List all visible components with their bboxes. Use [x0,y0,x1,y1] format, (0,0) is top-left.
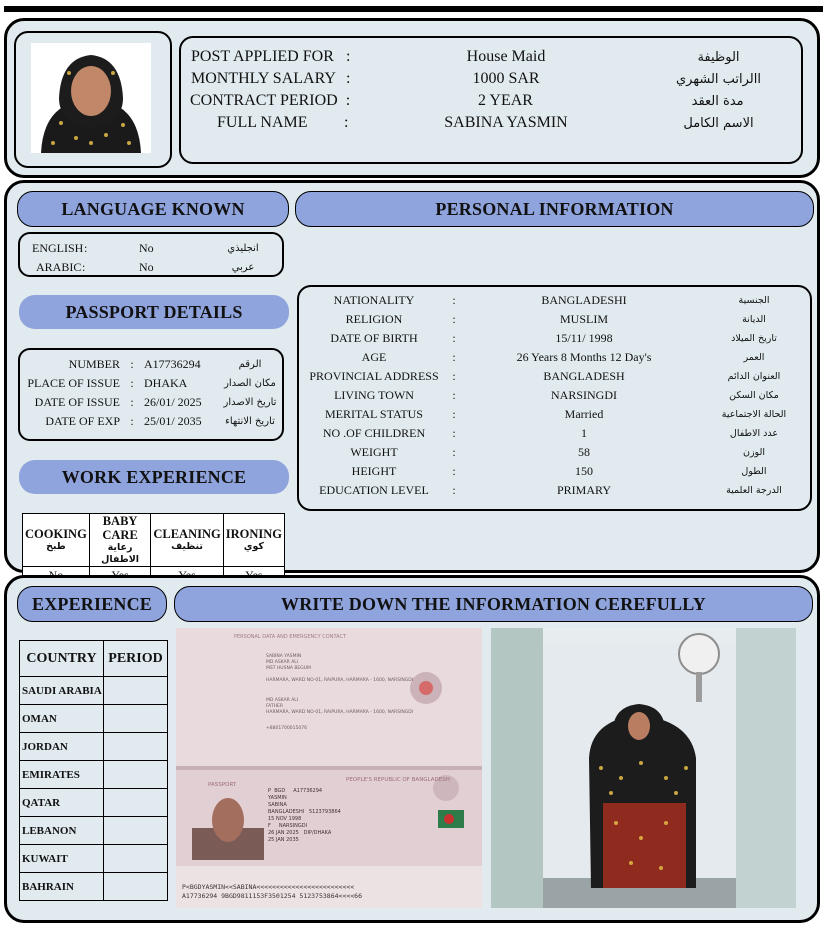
colon: : [82,260,86,274]
language-value: No [139,241,154,255]
experience-period [104,733,168,761]
scan-mother: MST HUSNA BEGUM [266,666,311,671]
scan-authority: DIP/DHAKA [303,830,332,836]
language-title: LANGUAGE KNOWN [17,191,289,227]
contract-value: 2 YEAR [477,92,533,109]
scan-country-banner: PEOPLE'S REPUBLIC OF BANGLADESH [346,777,450,783]
scan-mrz [182,883,362,901]
scan-expiry: 25 JAN 2035 [268,837,299,843]
contract-arabic: مدة العقد [691,93,744,109]
personal-row [299,331,809,346]
details-panel [4,180,820,573]
passport-label: DATE OF ISSUE [34,395,120,409]
work-col-en: COOKING [25,527,87,541]
personal-value: 150 [575,464,593,478]
personal-label: DATE OF BIRTH [330,331,418,345]
personal-value: 15/11/ 1998 [555,331,613,345]
experience-col-period: PERIOD [104,641,168,677]
work-col-ar: طبخ [46,541,66,552]
colon: : [452,426,456,440]
experience-row [20,705,168,733]
personal-label: NATIONALITY [333,293,415,307]
passport-row [20,357,282,372]
personal-arabic: الدرجة العلمية [726,485,782,496]
work-col-ironing [223,514,284,567]
personal-title: PERSONAL INFORMATION [295,191,814,227]
colon: : [345,92,351,109]
personal-label: PROVINCIAL ADDRESS [309,369,439,383]
experience-period [104,761,168,789]
experience-row [20,817,168,845]
work-col-en: BABY CARE [102,514,138,542]
salary-value: 1000 SAR [472,70,540,87]
scan-mrz-line2: A17736294 9BGD9811153F3501254 5123753864<<<<66 [182,892,363,900]
work-col-ar: كوي [243,541,264,552]
personal-arabic: مكان السكن [729,390,779,401]
colon: : [130,376,134,390]
personal-value: MUSLIM [559,312,608,326]
work-col-babycare [89,514,151,567]
passport-row [20,414,282,429]
colon: : [452,388,456,402]
profile-photo [31,43,151,153]
personal-value: BANGLADESHI [541,293,627,307]
personal-label: RELIGION [345,312,403,326]
experience-country: SAUDI ARABIA [20,677,104,705]
scan-sex: F [268,823,271,829]
colon: : [130,414,134,428]
top-rule [4,6,823,12]
experience-period [104,817,168,845]
language-label: ARABIC [36,260,82,274]
name-arabic: الاسم الكامل [683,115,754,131]
experience-country: BAHRAIN [20,873,104,901]
scan-father: MD ASKAR ALI [266,660,299,665]
colon: : [452,464,456,478]
personal-row [299,293,809,308]
passport-label: NUMBER [68,357,120,371]
scan-birthplace: NARSINGDI [278,823,308,829]
scan-contact-name: MD ASKAR ALI [266,698,299,703]
scan-type-line [268,788,438,795]
scan-issue: 26 JAN 2025 [268,830,299,836]
colon: : [452,407,456,421]
post-label: POST APPLIED FOR [191,48,334,65]
personal-arabic: تاريخ الميلاد [731,333,777,344]
passport-label: DATE OF EXP [45,414,120,428]
instructions-title: WRITE DOWN THE INFORMATION CEREFULLY [174,586,813,622]
colon: : [452,312,456,326]
personal-value: 1 [581,426,587,440]
personal-arabic: الديانة [742,314,766,325]
post-arabic: الوظيفة [697,49,740,65]
scan-contact-address: HARMARA, WARD NO-01, RAIPURA, HARMARA - 1600, NARSINGDI [266,710,413,715]
experience-title: EXPERIENCE [17,586,167,622]
experience-col-country: COUNTRY [20,641,104,677]
experience-table [19,640,168,901]
personal-row [299,369,809,384]
passport-arabic: مكان الصدار [224,378,276,389]
passport-arabic: الرقم [238,359,262,370]
scan-bottom-fields [268,788,438,844]
experience-country: OMAN [20,705,104,733]
name-row [217,114,791,132]
personal-arabic: العنوان الدائم [727,371,781,382]
passport-arabic: تاريخ الانتهاء [225,416,275,427]
work-col-cooking [23,514,90,567]
colon: : [344,114,349,131]
experience-header-row [20,641,168,677]
experience-period [104,789,168,817]
name-label: FULL NAME [217,114,308,131]
passport-arabic: تاريخ الاصدار [223,397,277,408]
post-info-box [179,36,803,164]
passport-value: 25/01/ 2035 [144,414,202,428]
experience-country: LEBANON [20,817,104,845]
experience-row [20,845,168,873]
personal-label: AGE [361,350,387,364]
passport-value: DHAKA [144,376,188,390]
personal-label: HEIGHT [351,464,397,478]
work-col-ar: تنظيف [171,541,203,552]
personal-row [299,464,809,479]
work-header-row [23,514,285,567]
scan-dob: 15 NOV 1998 [268,816,302,822]
colon: : [130,357,134,371]
salary-label: MONTHLY SALARY [191,70,336,87]
colon: : [452,445,456,459]
personal-arabic: العمر [743,352,765,363]
personal-row [299,426,809,441]
experience-country: KUWAIT [20,845,104,873]
colon: : [346,70,351,87]
personal-value: 26 Years 8 Months 12 Day's [516,350,652,364]
scan-code: BGD [274,788,286,794]
personal-arabic: الطول [741,466,767,477]
passport-row [20,376,282,391]
personal-value: Married [564,407,604,421]
personal-row [299,407,809,422]
colon: : [452,369,456,383]
personal-row [299,350,809,365]
scan-top-fields [266,654,416,732]
experience-period [104,873,168,901]
experience-panel [4,575,820,923]
experience-row [20,677,168,705]
colon: : [130,395,134,409]
colon: : [452,483,456,497]
work-col-en: CLEANING [153,527,221,541]
personal-row [299,445,809,460]
scan-nat-line [268,809,438,816]
language-arabic: عربي [231,262,255,273]
contract-row [190,92,790,110]
personal-row [299,312,809,327]
scan-type: P [268,788,272,794]
personal-label: NO .OF CHILDREN [322,426,426,440]
passport-row [20,395,282,410]
scan-personal-no: 5123793864 [309,809,341,815]
scan-relationship: FATHER [266,704,284,709]
personal-label: EDUCATION LEVEL [319,483,429,497]
work-col-cleaning [151,514,223,567]
passport-value: A17736294 [144,357,201,371]
work-title: WORK EXPERIENCE [19,460,289,494]
passport-box [18,348,284,441]
passport-scan-image [176,628,482,908]
experience-country: JORDAN [20,733,104,761]
language-box [18,232,284,277]
experience-period [104,705,168,733]
scan-address: HARMARA, WARD NO-01, RAIPURA, HARMARA - 1600, NARSINGDI [266,678,413,683]
personal-row [299,483,809,498]
colon: : [84,241,88,255]
experience-country: EMIRATES [20,761,104,789]
experience-row [20,789,168,817]
personal-arabic: الجنسية [738,295,770,306]
personal-value: NARSINGDI [551,388,617,402]
header-panel [4,18,820,178]
work-col-en: IRONING [225,527,282,541]
language-label: ENGLISH [32,241,84,255]
post-value: House Maid [466,48,546,65]
work-col-ar: رعاية الاطفال [101,542,140,565]
colon: : [452,331,456,345]
experience-row [20,761,168,789]
experience-row [20,873,168,901]
personal-arabic: عدد الاطفال [729,428,779,439]
passport-title: PASSPORT DETAILS [19,295,289,329]
colon: : [452,350,456,364]
passport-label: PLACE OF ISSUE [27,376,120,390]
salary-row [191,70,791,88]
personal-value: PRIMARY [556,483,612,497]
post-row [191,48,791,66]
name-value: SABINA YASMIN [444,114,568,131]
personal-value: 58 [578,445,590,459]
experience-period [104,845,168,873]
personal-value: BANGLADESH [543,369,625,383]
scan-given: SABINA [268,802,287,808]
language-arabic: انجليذي [227,243,259,254]
colon: : [346,48,351,65]
personal-label: WEIGHT [350,445,398,459]
personal-label: MERITAL STATUS [325,407,423,421]
personal-box [297,285,812,511]
profile-photo-frame [14,31,172,168]
personal-label: LIVING TOWN [334,388,414,402]
contract-label: CONTRACT PERIOD [190,92,338,109]
language-value: No [139,260,154,274]
scan-phone: +8801700015076 [266,726,307,731]
experience-period [104,677,168,705]
scan-mrz-line1: P<BGDYASMIN<<SABINA<<<<<<<<<<<<<<<<<<<<<<<<< [182,883,355,891]
salary-arabic: االراتب الشهري [676,71,761,87]
experience-country: QATAR [20,789,104,817]
passport-value: 26/01/ 2025 [144,395,202,409]
scan-issue-line [268,830,438,837]
scan-nationality: BANGLADESHI [268,809,305,815]
scan-sex-line [268,823,438,830]
scan-passport-label: PASSPORT [208,782,237,788]
experience-rows [20,677,168,901]
full-body-photo [491,628,796,908]
language-row-english [32,241,277,256]
language-row-arabic [36,260,277,275]
personal-arabic: الوزن [742,447,765,458]
experience-row [20,733,168,761]
personal-row [299,388,809,403]
colon: : [452,293,456,307]
scan-name: SABINA YASMIN [266,654,302,659]
scan-number: A17736294 [293,788,323,794]
scan-surname: YASMIN [268,795,287,801]
scan-top-heading: PERSONAL DATA AND EMERGENCY CONTACT [234,634,347,640]
personal-arabic: الحالة الاجتماعية [721,409,787,420]
